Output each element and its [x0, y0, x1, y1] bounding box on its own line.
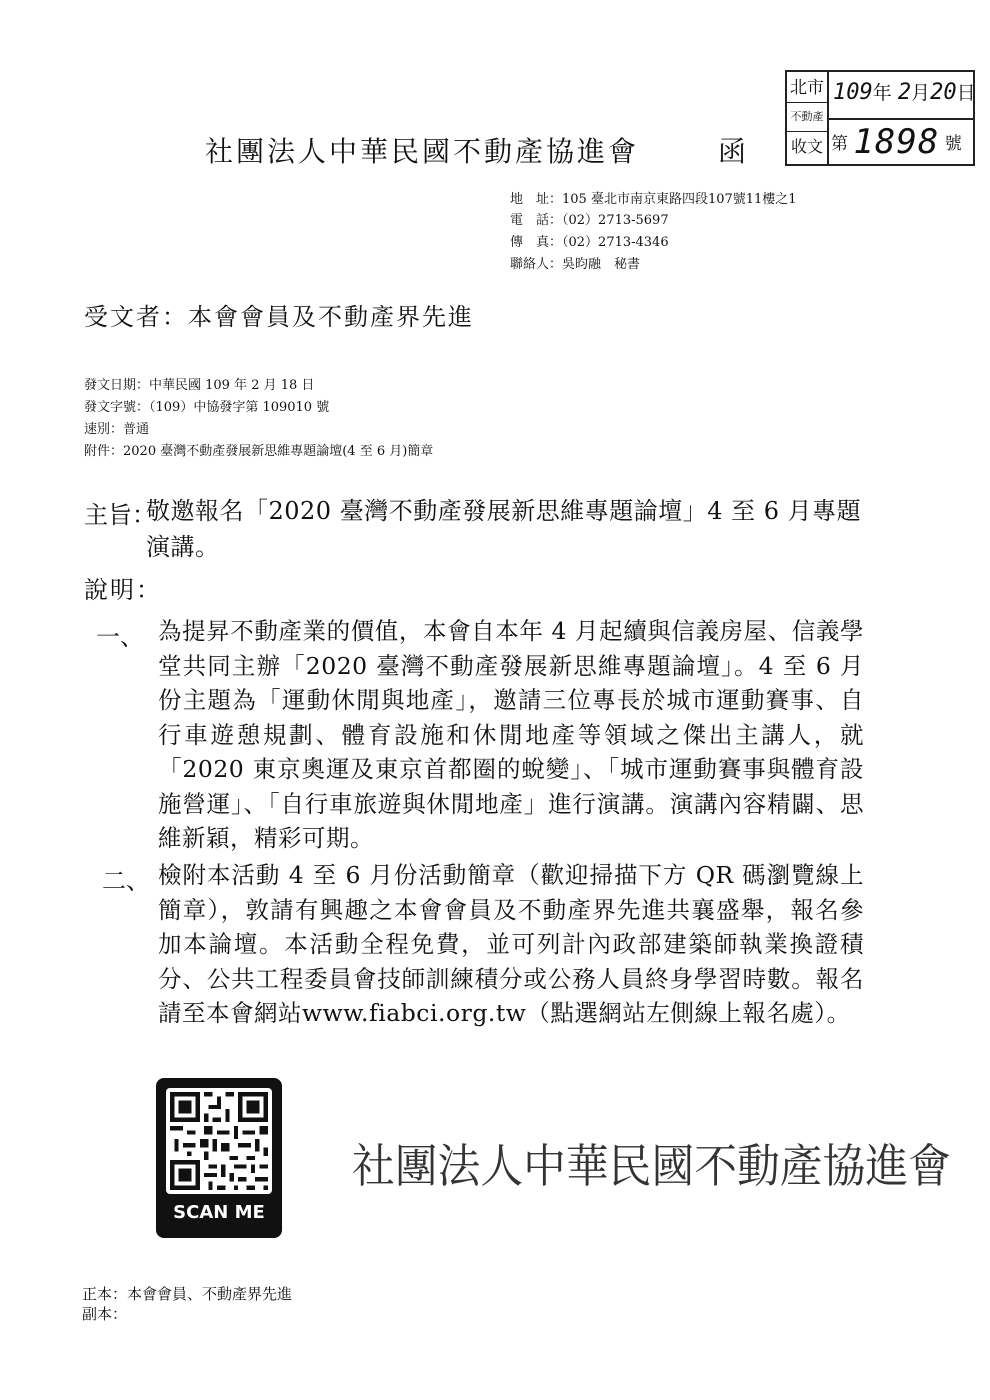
- stamp-day: 20: [930, 80, 957, 105]
- contact-address: 地 址：105 臺北市南京東路四段107號11樓之1: [510, 192, 797, 207]
- stamp-number-suffix: 號: [944, 134, 962, 154]
- stamp-day-unit: 日: [956, 82, 976, 104]
- contact-person: 聯絡人：吳昀融 秘書: [510, 257, 641, 272]
- subject-label: 主旨：: [84, 501, 156, 529]
- item-number-1: 一、: [96, 623, 144, 651]
- attachment: 附件：2020 臺灣不動產發展新思維專題論壇(4 至 6 月)簡章: [84, 444, 434, 459]
- item-text-2: 檢附本活動 4 至 6 月份活動簡章（歡迎掃描下方 QR 碼瀏覽線上簡章），敦請有興趣之本會會員及不動產界先進共襄盛舉，報名參加本論壇。本活動全程免費，並可列計內政部建築師執業換證積分、公共工程委員會技師訓練積分或公務人員終身學習時數。報名請至本會網站www.fiabci.org.tw（點選網站左側線上報名處）。: [158, 861, 864, 1027]
- issue-number: 發文字號：（109）中協發字第 109010 號: [84, 400, 330, 415]
- stamp-number-value: 1898: [853, 122, 940, 162]
- stamp-month: 2: [897, 80, 912, 105]
- org-title: 社團法人中華民國不動產協進會: [205, 135, 640, 168]
- cc-primary: 正本：本會會員、不動產界先進: [82, 1285, 293, 1303]
- recipient: 受文者：本會會員及不動產界先進: [84, 303, 474, 331]
- stamp-year-unit: 年: [872, 82, 892, 104]
- subject-text: 敬邀報名「2020 臺灣不動產發展新思維專題論壇」4 至 6 月專題演講。: [146, 497, 862, 561]
- item-text-1: 為提昇不動產業的價值，本會自本年 4 月起續與信義房屋、信義學堂共同主辦「2020 臺灣不動產發展新思維專題論壇」。4 至 6 月份主題為「運動休閒與地產」，邀請三位專長於城市運動賽事、自行車遊憩規劃、體育設施和休閒地產等領域之傑出主講人，就「2020 東京奧運及東京首都圈的蛻變」、「城市運動賽事與體育設施營運」、「自行車旅遊與休閒地產」進行演講。演講內容精闢、思維新穎，精彩可期。: [158, 617, 864, 852]
- stamp-year: 109: [833, 80, 873, 105]
- stamp-side-2: 不動產: [787, 103, 827, 132]
- stamp-number: [831, 122, 962, 162]
- explanation-label: 說明：: [84, 576, 162, 604]
- urgency: 速別：普通: [84, 422, 150, 437]
- qr-caption: SCAN ME: [173, 1202, 265, 1223]
- stamp-side-3: 收文: [790, 137, 823, 156]
- item-number-2: 二、: [102, 867, 150, 895]
- doc-type: 函: [718, 135, 747, 168]
- contact-phone: 電 話：（02）2713-5697: [510, 213, 669, 228]
- issue-date: 發文日期：中華民國 109 年 2 月 18 日: [84, 378, 315, 393]
- qr-code-icon: [166, 1088, 272, 1194]
- stamp-month-unit: 月: [911, 82, 931, 104]
- cc-copy: 副本：: [82, 1305, 128, 1323]
- stamp-divider: [827, 118, 973, 120]
- contact-fax: 傳 真：（02）2713-4346: [510, 235, 669, 250]
- receipt-stamp: [785, 70, 975, 166]
- org-seal: 社團法人中華民國不動產協進會: [352, 1139, 951, 1193]
- stamp-side-1: 北市: [787, 74, 827, 103]
- stamp-side-column: [787, 72, 829, 164]
- stamp-number-prefix: 第: [831, 134, 848, 154]
- stamp-date: [833, 78, 976, 105]
- qr-card[interactable]: [156, 1078, 282, 1238]
